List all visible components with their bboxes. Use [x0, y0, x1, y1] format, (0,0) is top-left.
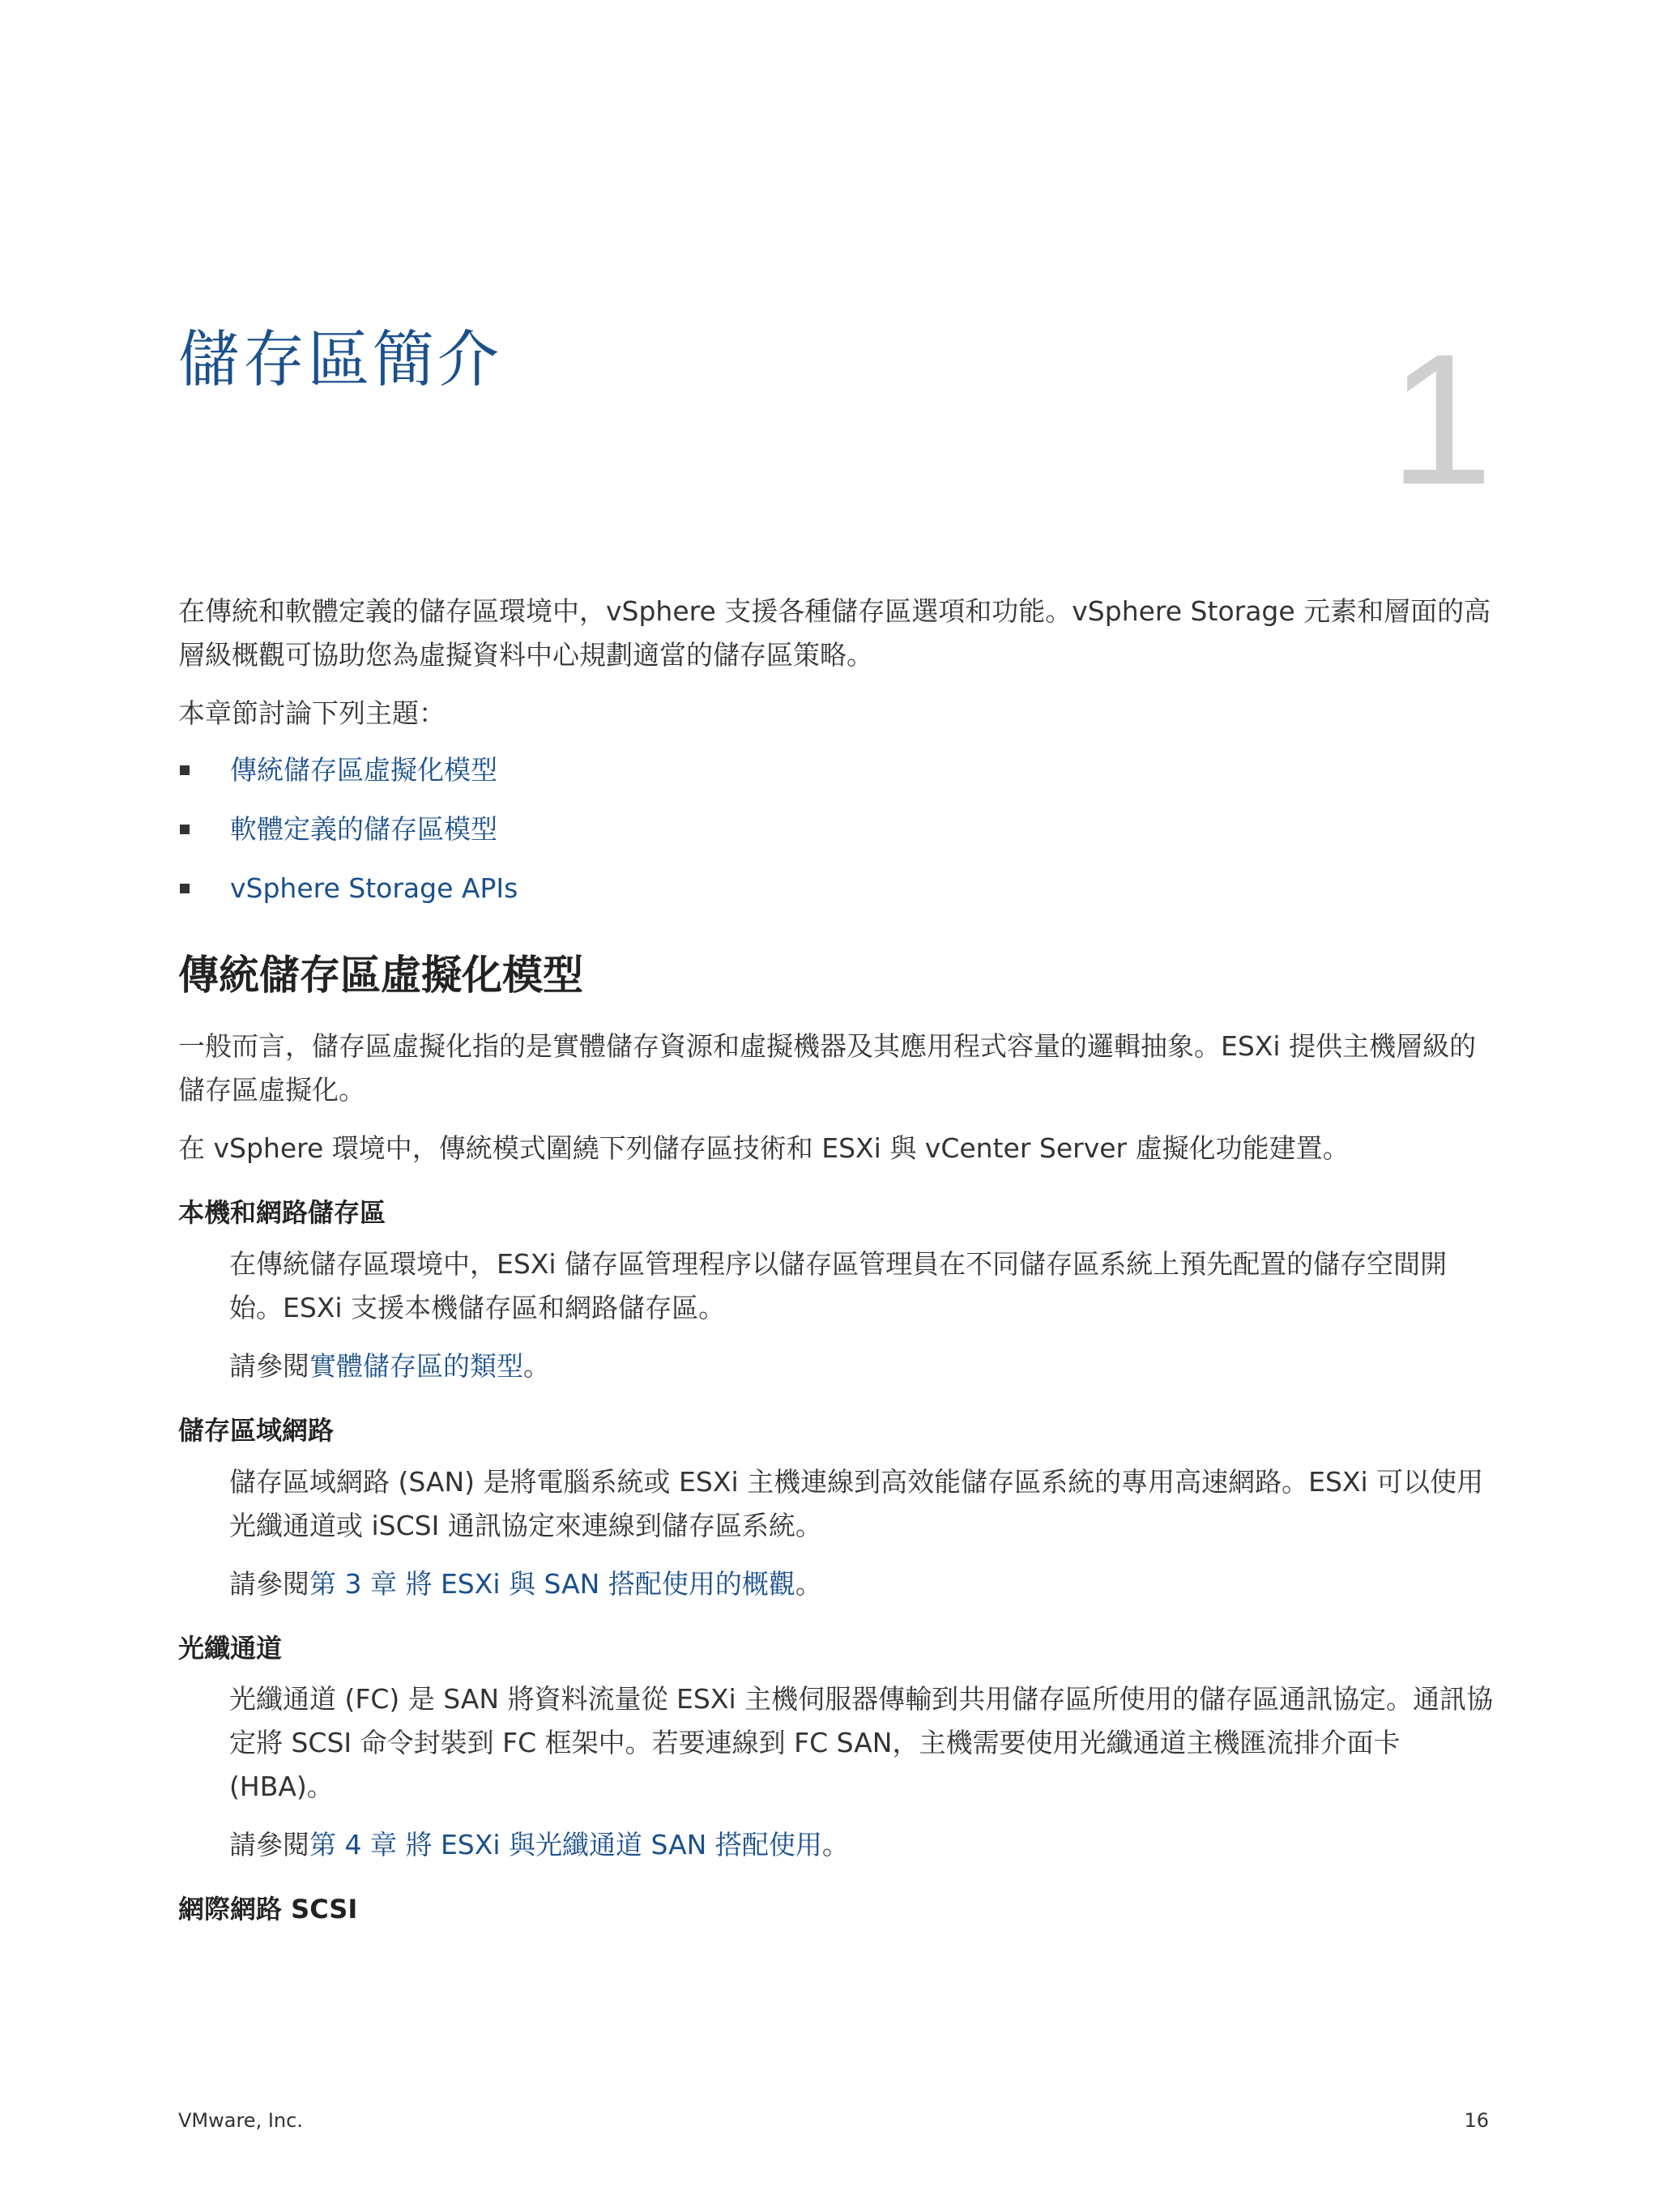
- see-also-link[interactable]: 實體儲存區的類型: [309, 1349, 523, 1382]
- see-also-link[interactable]: 第 4 章 將 ESXi 與光纖通道 SAN 搭配使用: [309, 1829, 822, 1861]
- page-content: [178, 590, 1499, 1939]
- chapter-number: 1: [1389, 315, 1493, 523]
- term-heading-iscsi: 網際網路 SCSI: [178, 1894, 358, 1925]
- section-heading: 傳統儲存區虛擬化模型: [178, 952, 583, 999]
- see-also: 請參閱第 3 章 將 ESXi 與 SAN 搭配使用的概觀。: [229, 1567, 822, 1600]
- term-heading-san: 儲存區域網路: [178, 1414, 335, 1446]
- topic-item: [178, 748, 1499, 792]
- topic-link-storage-apis[interactable]: vSphere Storage APIs: [230, 872, 518, 904]
- square-bullet-icon: [180, 884, 190, 893]
- section-paragraph: 一般而言，儲存區虛擬化指的是實體儲存資源和虛擬機器及其應用程式容量的邏輯抽象。ESXi 提供主機層級的儲存區虛擬化。: [178, 1030, 1477, 1106]
- square-bullet-icon: [180, 825, 190, 834]
- topic-item: [178, 867, 1499, 910]
- term-definition: [178, 1460, 1499, 1606]
- term-body-text: 儲存區域網路 (SAN) 是將電腦系統或 ESXi 主機連線到高效能儲存區系統的專用高速網路。ESXi 可以使用光纖通道或 iSCSI 通訊協定來連線到儲存區系統。: [229, 1465, 1484, 1541]
- section-paragraph: 在 vSphere 環境中，傳統模式圍繞下列儲存區技術和 ESXi 與 vCenter Server 虛擬化功能建置。: [178, 1132, 1350, 1164]
- intro-paragraph: 在傳統和軟體定義的儲存區環境中，vSphere 支援各種儲存區選項和功能。vSphere Storage 元素和層面的高層級概觀可協助您為虛擬資料中心規劃適當的儲存區策略。: [178, 595, 1491, 671]
- see-also: 請參閱第 4 章 將 ESXi 與光纖通道 SAN 搭配使用。: [229, 1829, 849, 1861]
- see-also-link[interactable]: 第 3 章 將 ESXi 與 SAN 搭配使用的概觀: [309, 1567, 795, 1600]
- footer-company: VMware, Inc.: [178, 2109, 303, 2132]
- topics-lead: 本章節討論下列主題：: [178, 697, 446, 729]
- topic-list: [178, 748, 1499, 910]
- term-body-text: 光纖通道 (FC) 是 SAN 將資料流量從 ESXi 主機伺服器傳輸到共用儲存區所使用的儲存區通訊協定。通訊協定將 SCSI 命令封裝到 FC 框架中。若要連線到 FC SAN，主機需要使用光纖通道主機匯流排介面卡 (HBA)。: [229, 1683, 1494, 1803]
- chapter-title: 儲存區簡介: [178, 323, 502, 395]
- topic-link-traditional-model[interactable]: 傳統儲存區虛擬化模型: [230, 754, 497, 786]
- term-body-text: 在傳統儲存區環境中，ESXi 儲存區管理程序以儲存區管理員在不同儲存區系統上預先配置的儲存空間開始。ESXi 支援本機儲存區和網路儲存區。: [229, 1247, 1448, 1323]
- term-definition: [178, 1242, 1499, 1388]
- footer-page-number: 16: [1464, 2109, 1489, 2132]
- topic-item: [178, 808, 1499, 851]
- term-heading-local-network-storage: 本機和網路儲存區: [178, 1197, 386, 1228]
- see-also: 請參閱實體儲存區的類型。: [229, 1349, 550, 1382]
- square-bullet-icon: [180, 765, 190, 775]
- term-heading-fibre-channel: 光纖通道: [178, 1632, 283, 1664]
- topic-link-software-defined-model[interactable]: 軟體定義的儲存區模型: [230, 813, 497, 845]
- term-definition: [178, 1677, 1499, 1867]
